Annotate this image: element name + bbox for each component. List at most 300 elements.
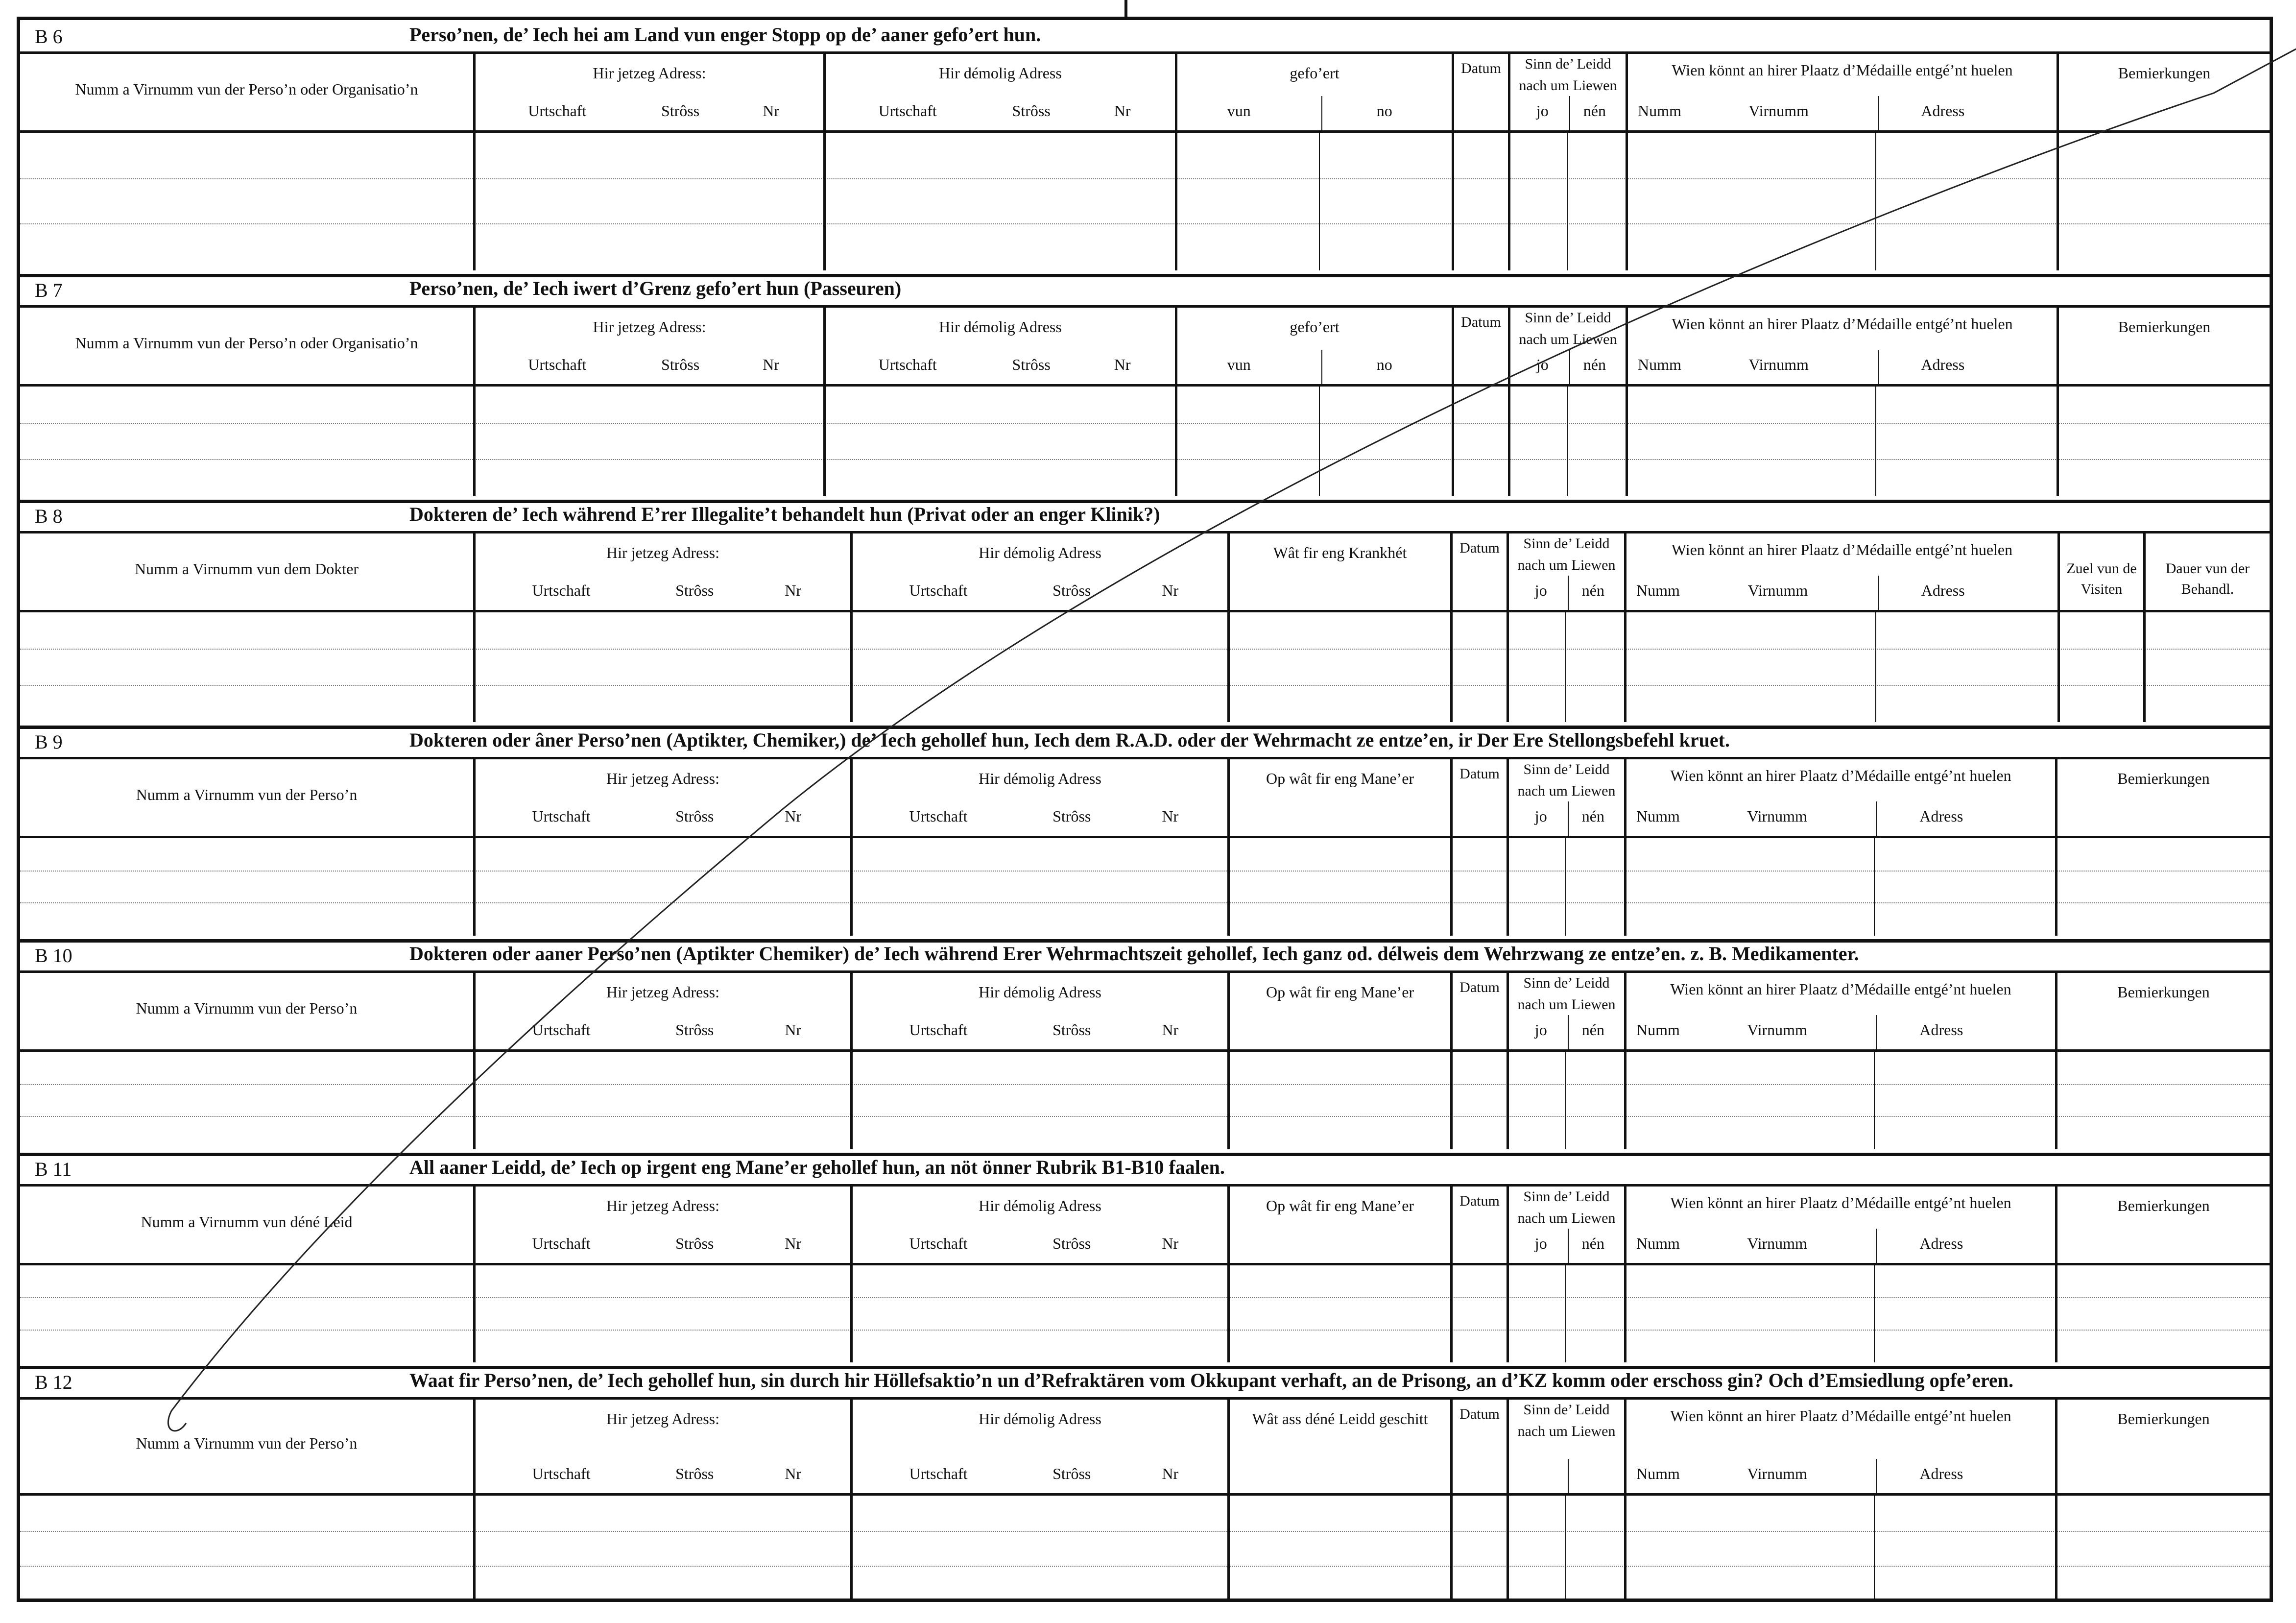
- date-column-header: [1450, 757, 1507, 836]
- column-divider: [850, 1052, 853, 1149]
- section-b11: [20, 1153, 2270, 1369]
- section-b8: [20, 500, 2270, 729]
- from-to-divider: [1319, 133, 1320, 270]
- alive-column-header: [1507, 757, 1624, 836]
- surname-label: Numm: [1636, 581, 1680, 599]
- current-address-header: [473, 1397, 850, 1493]
- medal-recipient-label: Wien könnt an hirer Plaatz d’Médaille entgé’nt huelen: [1670, 1194, 2011, 1211]
- section-table: [20, 970, 2270, 1149]
- yes-no-header-divider: [1569, 96, 1570, 130]
- surname-label: Numm: [1636, 1465, 1680, 1482]
- medal-recipient-header: [1624, 970, 2055, 1049]
- medal-recipient-label: Wien könnt an hirer Plaatz d’Médaille entgé’nt huelen: [1672, 315, 2013, 333]
- detail-column-label: Wât ass déné Leidd geschitt: [1252, 1410, 1428, 1428]
- stross-label: Strôss: [675, 1465, 714, 1482]
- firstname-address-divider: [1874, 1265, 1875, 1362]
- nr-label: Nr: [1162, 1465, 1179, 1482]
- remarks-label: Bemierkungen: [2117, 770, 2210, 787]
- column-divider: [473, 133, 476, 270]
- current-address-header: [473, 51, 823, 130]
- name-column-label: Numm a Virnumm vun déné Leid: [141, 1212, 353, 1231]
- header-row: [20, 757, 2270, 838]
- alive-label: Sinn de’ Leidd nach um Liewen: [1517, 761, 1616, 799]
- section-table: [20, 1184, 2270, 1362]
- urtschaft-label: Urtschaft: [909, 581, 968, 599]
- address-label: Adress: [1921, 356, 1965, 373]
- urtschaft-label: Urtschaft: [528, 356, 587, 373]
- entry-rows: [20, 133, 2270, 270]
- section-title: Perso’nen, de’ Iech iwert d’Grenz gefo’ert hun (Passeuren): [409, 277, 902, 299]
- alive-label: Sinn de’ Leidd nach um Liewen: [1519, 310, 1617, 347]
- section-header: [20, 274, 2270, 308]
- firstname-address-header-divider: [1876, 1015, 1877, 1049]
- former-address-header: [850, 1184, 1227, 1263]
- dotted-line: [20, 1531, 2270, 1532]
- firstname-address-divider: [1874, 1052, 1875, 1149]
- stross-label: Strôss: [675, 581, 714, 599]
- yes-no-header-divider: [1568, 1229, 1569, 1263]
- name-column-header: [20, 305, 473, 384]
- column-divider: [1624, 838, 1626, 936]
- surname-label: Numm: [1636, 807, 1680, 825]
- current-address-header: [473, 1184, 850, 1263]
- firstname-address-header-divider: [1876, 1459, 1877, 1493]
- alive-column-header: [1508, 305, 1626, 384]
- remarks-label: Bemierkungen: [2118, 64, 2211, 82]
- dotted-line: [20, 1116, 2270, 1117]
- entry-rows: [20, 1052, 2270, 1149]
- no-label: nén: [1581, 1235, 1604, 1252]
- yes-no-divider: [1567, 133, 1568, 270]
- column-divider: [1227, 612, 1230, 722]
- yes-no-divider: [1565, 1496, 1566, 1602]
- urtschaft-label: Urtschaft: [528, 102, 587, 120]
- column-divider: [1624, 1052, 1626, 1149]
- dotted-line: [20, 902, 2270, 903]
- yes-label: jo: [1534, 807, 1547, 825]
- dotted-line: [20, 1566, 2270, 1567]
- surname-label: Numm: [1638, 356, 1681, 373]
- column-divider: [473, 1052, 476, 1149]
- remarks-header: [2055, 1397, 2270, 1493]
- urtschaft-label: Urtschaft: [532, 807, 591, 825]
- alive-label: Sinn de’ Leidd nach um Liewen: [1519, 56, 1617, 94]
- name-column-header: [20, 757, 473, 836]
- section-code: B 10: [35, 945, 72, 967]
- column-divider: [2055, 1496, 2057, 1602]
- former-address-header-label: Hir démolig Adress: [979, 1197, 1101, 1214]
- current-address-header: [473, 531, 850, 610]
- yes-no-header-divider: [1569, 350, 1570, 384]
- section-table: [20, 1397, 2270, 1602]
- yes-no-header-divider: [1568, 1015, 1569, 1049]
- section-code: B 7: [35, 279, 63, 301]
- entry-rows: [20, 838, 2270, 936]
- nr-label: Nr: [1162, 1235, 1179, 1252]
- urtschaft-label: Urtschaft: [878, 356, 937, 373]
- section-code: B 6: [35, 25, 63, 48]
- remarks-label: Bemierkungen: [2117, 1197, 2210, 1214]
- remarks-label: Bemierkungen: [2117, 1410, 2210, 1428]
- current-address-header-label: Hir jetzeg Adress:: [593, 318, 706, 336]
- medal-recipient-header: [1626, 51, 2057, 130]
- column-divider: [1450, 1496, 1453, 1602]
- stross-label: Strôss: [1052, 807, 1091, 825]
- column-divider: [1452, 387, 1454, 496]
- no-label: nén: [1581, 807, 1604, 825]
- alive-label: Sinn de’ Leidd nach um Liewen: [1517, 1188, 1616, 1226]
- nr-label: Nr: [785, 1465, 802, 1482]
- firstname-label: Virnumm: [1747, 807, 1807, 825]
- stross-label: Strôss: [661, 356, 700, 373]
- remarks-header: [2055, 970, 2270, 1049]
- medal-recipient-header: [1624, 531, 2057, 610]
- yes-no-divider: [1565, 612, 1566, 722]
- stross-label: Strôss: [1012, 102, 1051, 120]
- nr-label: Nr: [1114, 102, 1131, 120]
- detail-column-label: Op wât fir eng Mane’er: [1266, 770, 1414, 787]
- nr-label: Nr: [1114, 356, 1131, 373]
- name-column-header: [20, 1397, 473, 1493]
- section-table: [20, 531, 2270, 722]
- medal-recipient-label: Wien könnt an hirer Plaatz d’Médaille entgé’nt huelen: [1670, 767, 2011, 784]
- yes-no-divider: [1565, 1265, 1566, 1362]
- firstname-address-divider: [1874, 838, 1875, 936]
- former-address-header: [850, 1397, 1227, 1493]
- nr-label: Nr: [785, 1021, 802, 1039]
- from-label: vun: [1227, 356, 1251, 373]
- nr-label: Nr: [785, 1235, 802, 1252]
- column-divider: [1507, 838, 1509, 936]
- medal-recipient-label: Wien könnt an hirer Plaatz d’Médaille entgé’nt huelen: [1672, 61, 2013, 79]
- remarks-header: [2057, 305, 2270, 384]
- from-label: vun: [1227, 102, 1251, 120]
- stross-label: Strôss: [1012, 356, 1051, 373]
- medal-recipient-label: Wien könnt an hirer Plaatz d’Médaille entgé’nt huelen: [1671, 541, 2013, 558]
- current-address-header-label: Hir jetzeg Adress:: [606, 544, 720, 561]
- urtschaft-label: Urtschaft: [532, 1465, 591, 1482]
- alive-column-header: [1508, 51, 1626, 130]
- column-divider: [1450, 612, 1453, 722]
- remarks-label: Bemierkungen: [2118, 318, 2211, 336]
- section-header: [20, 20, 2270, 54]
- section-b9: [20, 726, 2270, 943]
- urtschaft-label: Urtschaft: [909, 807, 968, 825]
- column-divider: [1507, 1496, 1509, 1602]
- date-label: Datum: [1459, 979, 1500, 995]
- alive-column-header: [1507, 1397, 1624, 1493]
- date-label: Datum: [1459, 766, 1500, 782]
- nr-label: Nr: [763, 356, 780, 373]
- detail-column-header: [1227, 531, 1450, 610]
- visits-count-label: Zuel vun de Visiten: [2066, 560, 2137, 597]
- column-divider: [1508, 387, 1510, 496]
- column-divider: [473, 838, 476, 936]
- dotted-line: [20, 1084, 2270, 1085]
- column-divider: [2057, 133, 2059, 270]
- medal-recipient-header: [1624, 1184, 2055, 1263]
- alive-column-header: [1507, 1184, 1624, 1263]
- yes-no-divider: [1565, 838, 1566, 936]
- current-address-header-label: Hir jetzeg Adress:: [606, 983, 720, 1001]
- urtschaft-label: Urtschaft: [532, 1235, 591, 1252]
- from-to-header-divider: [1321, 96, 1322, 130]
- column-divider: [473, 1265, 476, 1362]
- section-title: Perso’nen, de’ Iech hei am Land vun enger Stopp op de’ aaner gefo’ert hun.: [409, 24, 1041, 46]
- column-divider: [823, 387, 826, 496]
- alive-column-header: [1507, 970, 1624, 1049]
- former-address-header-label: Hir démolig Adress: [979, 770, 1101, 787]
- column-divider: [1624, 1496, 1626, 1602]
- dotted-line: [20, 649, 2270, 650]
- yes-no-divider: [1565, 1052, 1566, 1149]
- former-address-header: [850, 970, 1227, 1049]
- name-column-label: Numm a Virnumm vun der Perso’n oder Organisatio’n: [75, 80, 418, 98]
- section-title: All aaner Leidd, de’ Iech op irgent eng Mane’er gehollef hun, an nöt önner Rubrik B1-B10 faalen.: [409, 1156, 1225, 1178]
- former-address-header: [823, 305, 1175, 384]
- name-column-label: Numm a Virnumm vun der Perso’n: [136, 1434, 358, 1452]
- name-column-label: Numm a Virnumm vun der Perso’n: [136, 999, 358, 1017]
- remarks-header: [2055, 757, 2270, 836]
- firstname-address-header-divider: [1878, 350, 1879, 384]
- header-row: [20, 305, 2270, 387]
- detail-column-label: Op wât fir eng Mane’er: [1266, 983, 1414, 1001]
- firstname-address-divider: [1875, 612, 1876, 722]
- former-address-header-label: Hir démolig Adress: [979, 983, 1101, 1001]
- column-divider: [2057, 612, 2060, 722]
- yes-label: jo: [1536, 356, 1549, 373]
- dotted-line: [20, 423, 2270, 424]
- firstname-address-divider: [1874, 1496, 1875, 1602]
- top-edge-mark: [1124, 0, 1127, 17]
- nr-label: Nr: [763, 102, 780, 120]
- firstname-address-header-divider: [1878, 576, 1879, 610]
- column-divider: [473, 1496, 476, 1602]
- section-title: Dokteren oder aaner Perso’nen (Aptikter Chemiker) de’ Iech während Erer Wehrmachtszeit gehollef, Iech ganz od. délweis dem Wehrzwang ze entze’en. z. B. Medikamenter.: [409, 943, 1859, 965]
- column-divider: [1450, 1052, 1453, 1149]
- column-divider: [1507, 612, 1509, 722]
- column-divider: [473, 612, 476, 722]
- from-to-divider: [1319, 387, 1320, 496]
- yes-label: jo: [1536, 102, 1549, 120]
- column-divider: [1452, 133, 1454, 270]
- yes-label: jo: [1534, 1021, 1547, 1039]
- urtschaft-label: Urtschaft: [909, 1465, 968, 1482]
- section-title: Dokteren de’ Iech während E’rer Illegalite’t behandelt hun (Privat oder an enger Klinik?): [409, 503, 1160, 525]
- header-row: [20, 531, 2270, 612]
- name-column-header: [20, 970, 473, 1049]
- dotted-line: [20, 223, 2270, 224]
- detail-column-label: Op wât fir eng Mane’er: [1266, 1197, 1414, 1214]
- date-label: Datum: [1459, 1193, 1500, 1209]
- detail-column-header: [1175, 305, 1452, 384]
- date-label: Datum: [1459, 540, 1500, 556]
- firstname-address-header-divider: [1876, 1229, 1877, 1263]
- section-b6: [20, 20, 2270, 277]
- column-divider: [1450, 1265, 1453, 1362]
- column-divider: [1626, 387, 1628, 496]
- name-column-label: Numm a Virnumm vun der Perso’n: [136, 785, 358, 803]
- section-b12: [20, 1366, 2270, 1602]
- visits-count-header: [2057, 531, 2143, 610]
- name-column-header: [20, 1184, 473, 1263]
- dotted-line: [20, 685, 2270, 686]
- former-address-header-label: Hir démolig Adress: [939, 318, 1062, 336]
- remarks-header: [2055, 1184, 2270, 1263]
- firstname-label: Virnumm: [1747, 1021, 1807, 1039]
- name-column-header: [20, 531, 473, 610]
- stross-label: Strôss: [1052, 1235, 1091, 1252]
- nr-label: Nr: [1162, 1021, 1179, 1039]
- address-label: Adress: [1919, 1235, 1963, 1252]
- column-divider: [1227, 1496, 1230, 1602]
- detail-column-header: [1175, 51, 1452, 130]
- column-divider: [850, 838, 853, 936]
- column-divider: [1626, 133, 1628, 270]
- alive-label: Sinn de’ Leidd nach um Liewen: [1517, 1402, 1616, 1439]
- remarks-header: [2057, 51, 2270, 130]
- stross-label: Strôss: [675, 807, 714, 825]
- current-address-header-label: Hir jetzeg Adress:: [593, 64, 706, 82]
- former-address-header-label: Hir démolig Adress: [979, 544, 1101, 561]
- firstname-address-divider: [1875, 387, 1876, 496]
- stross-label: Strôss: [675, 1021, 714, 1039]
- yes-no-header-divider: [1568, 801, 1569, 836]
- detail-column-header: [1227, 757, 1450, 836]
- treatment-duration-header: [2143, 531, 2270, 610]
- column-divider: [1175, 387, 1177, 496]
- dotted-line: [20, 1330, 2270, 1331]
- firstname-address-header-divider: [1876, 801, 1877, 836]
- column-divider: [850, 1496, 853, 1602]
- firstname-label: Virnumm: [1747, 1235, 1807, 1252]
- urtschaft-label: Urtschaft: [532, 1021, 591, 1039]
- no-label: nén: [1583, 356, 1606, 373]
- firstname-label: Virnumm: [1748, 356, 1809, 373]
- yes-label: jo: [1534, 1235, 1547, 1252]
- section-title: Waat fir Perso’nen, de’ Iech gehollef hun, sin durch hir Höllefsaktio’n un d’Refraktären vom Okkupant verhaft, an de Prisong, an d’KZ komm oder erschoss gin? Och d’Emsiedlung opfe’eren.: [409, 1369, 2014, 1391]
- urtschaft-label: Urtschaft: [909, 1235, 968, 1252]
- medal-recipient-header: [1626, 305, 2057, 384]
- stross-label: Strôss: [661, 102, 700, 120]
- to-label: no: [1376, 102, 1392, 120]
- stross-label: Strôss: [1052, 1465, 1091, 1482]
- no-label: nén: [1581, 1021, 1604, 1039]
- section-code: B 9: [35, 731, 63, 753]
- firstname-label: Virnumm: [1747, 581, 1808, 599]
- yes-no-header-divider: [1568, 576, 1569, 610]
- column-divider: [473, 387, 476, 496]
- address-label: Adress: [1919, 1021, 1963, 1039]
- medal-recipient-label: Wien könnt an hirer Plaatz d’Médaille entgé’nt huelen: [1670, 1407, 2011, 1425]
- address-label: Adress: [1921, 581, 1965, 599]
- section-header: [20, 1366, 2270, 1400]
- to-label: no: [1376, 356, 1392, 373]
- address-label: Adress: [1919, 807, 1963, 825]
- section-header: [20, 1153, 2270, 1187]
- column-divider: [1507, 1052, 1509, 1149]
- date-label: Datum: [1459, 1406, 1500, 1422]
- treatment-duration-label: Dauer vun der Behandl.: [2165, 560, 2250, 597]
- dotted-line: [20, 459, 2270, 460]
- column-divider: [2055, 1052, 2057, 1149]
- column-divider: [1624, 1265, 1626, 1362]
- section-table: [20, 305, 2270, 496]
- column-divider: [1508, 133, 1510, 270]
- entry-rows: [20, 612, 2270, 722]
- from-to-header-divider: [1321, 350, 1322, 384]
- column-divider: [1227, 1052, 1230, 1149]
- column-divider: [1624, 612, 1626, 722]
- header-row: [20, 1397, 2270, 1496]
- date-column-header: [1450, 970, 1507, 1049]
- header-row: [20, 1184, 2270, 1265]
- entry-rows: [20, 1496, 2270, 1602]
- medal-recipient-label: Wien könnt an hirer Plaatz d’Médaille entgé’nt huelen: [1670, 980, 2011, 998]
- firstname-label: Virnumm: [1748, 102, 1809, 120]
- section-code: B 12: [35, 1371, 72, 1393]
- section-table: [20, 51, 2270, 270]
- current-address-header-label: Hir jetzeg Adress:: [606, 770, 720, 787]
- date-column-header: [1450, 1184, 1507, 1263]
- detail-column-header: [1227, 1184, 1450, 1263]
- alive-label: Sinn de’ Leidd nach um Liewen: [1517, 535, 1616, 573]
- current-address-header: [473, 970, 850, 1049]
- header-row: [20, 970, 2270, 1052]
- surname-label: Numm: [1638, 102, 1681, 120]
- address-label: Adress: [1919, 1465, 1963, 1482]
- former-address-header: [823, 51, 1175, 130]
- current-address-header: [473, 305, 823, 384]
- date-label: Datum: [1461, 60, 1501, 76]
- section-code: B 8: [35, 505, 63, 527]
- medal-recipient-header: [1624, 757, 2055, 836]
- former-address-header: [850, 757, 1227, 836]
- yes-no-header-divider: [1568, 1459, 1569, 1493]
- detail-column-label: gefo’ert: [1290, 318, 1339, 336]
- entry-rows: [20, 387, 2270, 496]
- entry-rows: [20, 1265, 2270, 1362]
- column-divider: [1227, 838, 1230, 936]
- detail-column-header: [1227, 1397, 1450, 1493]
- alive-label: Sinn de’ Leidd nach um Liewen: [1517, 975, 1616, 1013]
- alive-column-header: [1507, 531, 1624, 610]
- detail-column-header: [1227, 970, 1450, 1049]
- date-column-header: [1452, 305, 1508, 384]
- yes-no-divider: [1567, 387, 1568, 496]
- firstname-address-header-divider: [1878, 96, 1879, 130]
- urtschaft-label: Urtschaft: [909, 1021, 968, 1039]
- nr-label: Nr: [1162, 581, 1179, 599]
- section-header: [20, 726, 2270, 759]
- current-address-header: [473, 757, 850, 836]
- column-divider: [1507, 1265, 1509, 1362]
- questionnaire-form: [17, 17, 2273, 1602]
- urtschaft-label: Urtschaft: [878, 102, 937, 120]
- section-table: [20, 757, 2270, 936]
- section-b10: [20, 939, 2270, 1156]
- date-column-header: [1450, 531, 1507, 610]
- no-label: nén: [1581, 581, 1604, 599]
- former-address-header-label: Hir démolig Adress: [979, 1410, 1101, 1428]
- dotted-line: [20, 178, 2270, 179]
- section-b7: [20, 274, 2270, 503]
- column-divider: [823, 133, 826, 270]
- column-divider: [850, 1265, 853, 1362]
- address-label: Adress: [1921, 102, 1965, 120]
- surname-label: Numm: [1636, 1235, 1680, 1252]
- former-address-header-label: Hir démolig Adress: [939, 64, 1062, 82]
